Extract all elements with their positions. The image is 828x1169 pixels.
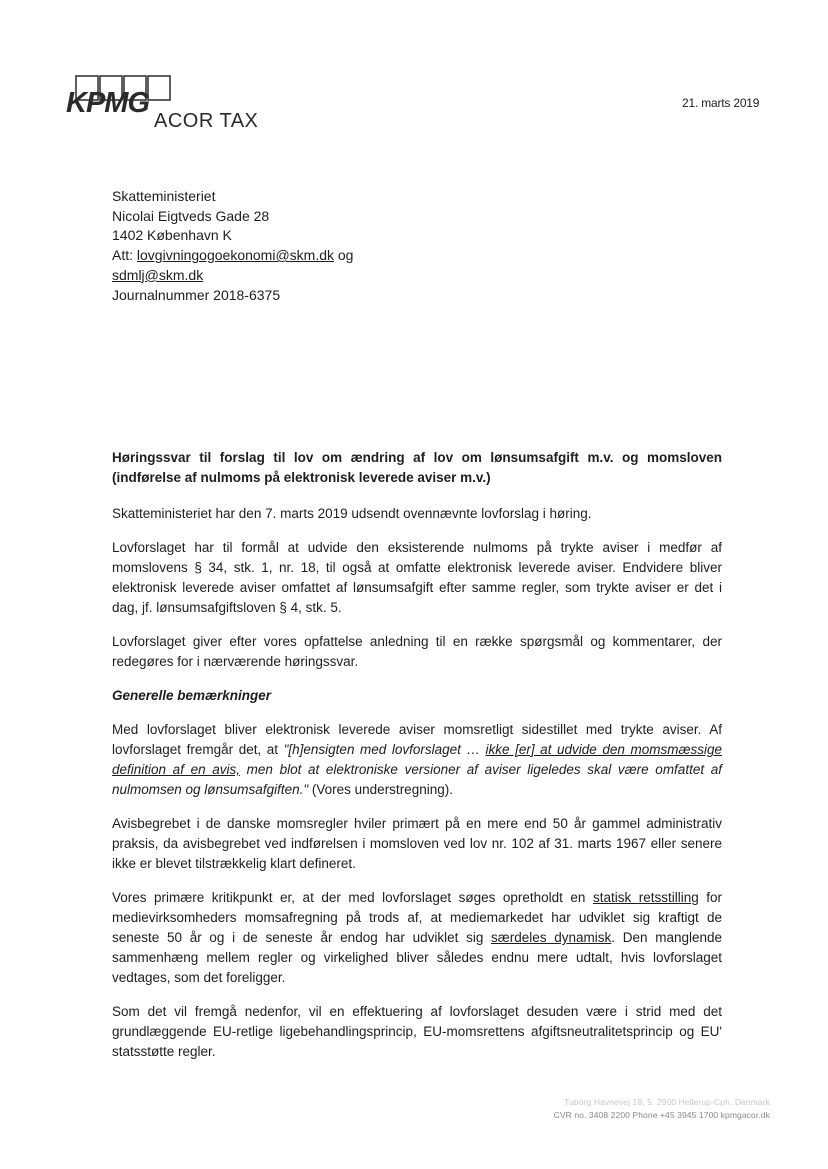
att-prefix: Att: <box>112 247 137 264</box>
footer-contact: CVR no. 3408 2200 Phone +45 3945 1700 kpmgacor.dk <box>553 1110 770 1120</box>
p6-text-c: for medievirksomheders momsafregning på trods af, at mediemarkedet har udviklet sig kraftigt de seneste 50 år og i de seneste år endog har udviklet sig <box>112 890 722 945</box>
page-footer <box>554 1096 770 1122</box>
paragraph-6 <box>112 888 722 988</box>
p4-text-a: Med lovforslaget bliver elektronisk leverede aviser momsretligt sidestillet med trykte aviser. Af lovforslaget fremgår det, at <box>112 722 722 757</box>
email-link-1[interactable]: lovgivningogoekonomi@skm.dk <box>136 247 334 264</box>
recipient-city: 1402 København K <box>112 227 232 244</box>
footer-address: Tuborg Havnevej 18, 5. 2900 Hellerup-Cph. Denmark <box>564 1097 770 1107</box>
paragraph-4 <box>112 720 722 800</box>
paragraph-5: Avisbegrebet i de danske momsregler hviler primært på en mere end 50 år gammel administrativ praksis, da avisbegrebet ved indførelsen i momsloven ved lov nr. 102 af 31. marts 1967 eller senere ikke er blevet tilstrækkelig klart defineret. <box>112 816 722 871</box>
p6-underlined-2: særdeles dynamisk <box>491 930 612 945</box>
p6-underlined-1: statisk retsstilling <box>592 890 699 905</box>
recipient-address <box>112 187 353 305</box>
p4-quote-end: men blot at elektroniske versioner af aviser ligeledes skal være omfattet af nulmomsen og lønsumsafgiften." <box>112 762 722 797</box>
recipient-name: Skatteministeriet <box>112 188 216 204</box>
logo-brand: KPMG <box>66 87 149 119</box>
journal-number: Journalnummer 2018-6375 <box>112 286 281 303</box>
recipient-street: Nicolai Eigtveds Gade 28 <box>112 207 270 224</box>
p4-text-e: (Vores understregning). <box>308 782 453 797</box>
paragraph-7: Som det vil fremgå nedenfor, vil en effektuering af lovforslaget desuden være i strid med det grundlæggende EU-retlige ligebehandlingsprincip, EU-momsrettens afgiftsneutralitetsprincip og EU' statsstøtte regler. <box>112 1004 722 1059</box>
email-link-2[interactable]: sdmlj@skm.dk <box>112 266 204 283</box>
letter-body <box>112 448 722 1062</box>
att-suffix: og <box>334 247 354 264</box>
p4-quote-start: "[h]ensigten med lovforslaget … <box>283 742 486 757</box>
letter-subject: Høringssvar til forslag til lov om ændring af lov om lønsumsafgift m.v. og momsloven (indførelse af nulmoms på elektronisk leverede aviser m.v.) <box>112 450 722 485</box>
kpmg-acor-tax-logo <box>64 74 274 136</box>
p4-quote-underlined: ikke [er] at udvide den momsmæssige definition af en avis, <box>112 742 722 777</box>
paragraph-3: Lovforslaget giver efter vores opfattelse anledning til en række spørgsmål og kommentarer, der redegøres for i nærværende høringssvar. <box>112 634 722 669</box>
paragraph-2: Lovforslaget har til formål at udvide den eksisterende nulmoms på trykte aviser i medfør af momslovens § 34, stk. 1, nr. 18, til også at omfatte elektronisk leverede aviser. Endvidere bliver elektronisk leverede aviser omfattet af lønsumsafgift efter samme regler, som trykte aviser er det i dag, jf. lønsumsafgiftsloven § 4, stk. 5. <box>112 540 722 615</box>
paragraph-1: Skatteministeriet har den 7. marts 2019 udsendt ovennævnte lovforslag i høring. <box>112 506 592 521</box>
recipient-att <box>112 246 353 266</box>
logo-subtitle: ACOR TAX <box>154 110 259 132</box>
section-heading: Generelle bemærkninger <box>112 688 272 703</box>
letter-date: 21. marts 2019 <box>682 96 760 110</box>
p6-text-a: Vores primære kritikpunkt er, at der med lovforslaget søges opretholdt en <box>112 890 593 905</box>
p6-text-e: . Den manglende sammenhæng mellem regler og virkelighed bliver således endnu mere udtalt, hvis lovforslaget vedtages, som det foreligger. <box>112 930 723 985</box>
